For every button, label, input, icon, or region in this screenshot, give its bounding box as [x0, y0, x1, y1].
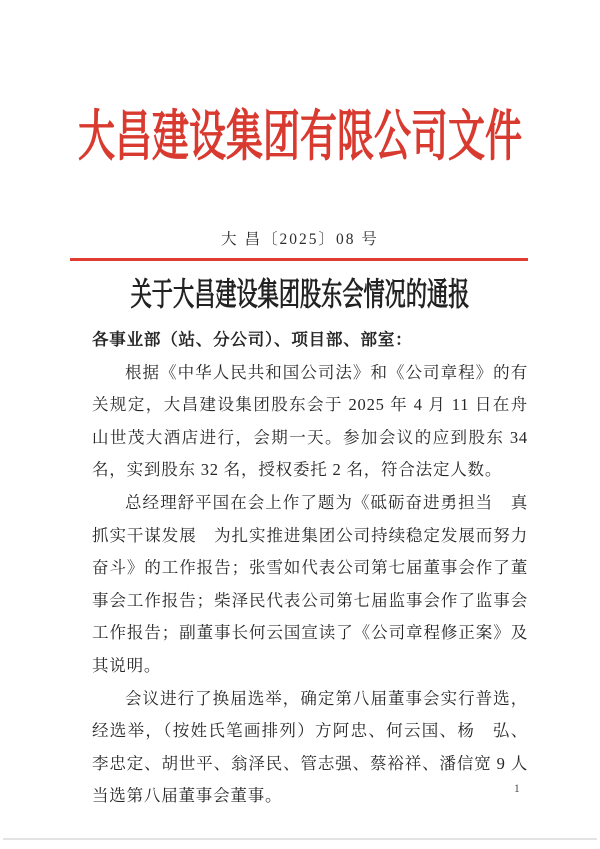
addressee-line: 各事业部（站、分公司）、项目部、部室： [92, 330, 413, 349]
paragraph-2: 总经理舒平国在会上作了题为《砥砺奋进勇担当 真抓实干谋发展 为扎实推进集团公司持续稳定发展而努力奋斗》的工作报告；张雪如代表公司第七届董事会作了董事会工作报告；柴泽民代表公司第七届监事会作了监事会工作报告；副董事长何云国宣读了《公司章程修正案》及其说明。 [92, 492, 528, 675]
red-divider-rule [70, 258, 528, 261]
paragraph-1: 根据《中华人民共和国公司法》和《公司章程》的有关规定，大昌建设集团股东会于 2025 年 4 月 11 日在舟山世茂大酒店进行，会期一天。参加会议的应到股东 34 名，实到股东 32 名，授权委托 2 名，符合法定人数。 [92, 362, 528, 480]
document-body [92, 324, 528, 813]
letterhead [0, 96, 600, 168]
letterhead-text: 大昌建设集团有限公司文件 [78, 105, 522, 168]
paragraph-3: 会议进行了换届选举，确定第八届董事会实行普选，经选举，（按姓氏笔画排列）方阿忠、何云国、杨 弘、李忠定、胡世平、翁泽民、管志强、蔡裕祥、潘信宽 9 人当选第八届董事会董事。 [92, 688, 528, 806]
page-number: 1 [514, 783, 520, 795]
document-title-text: 关于大昌建设集团股东会情况的通报 [130, 277, 470, 313]
document-title [0, 272, 600, 313]
document-number: 大 昌〔2025〕08 号 [221, 231, 379, 248]
scan-edge-line [3, 838, 597, 840]
